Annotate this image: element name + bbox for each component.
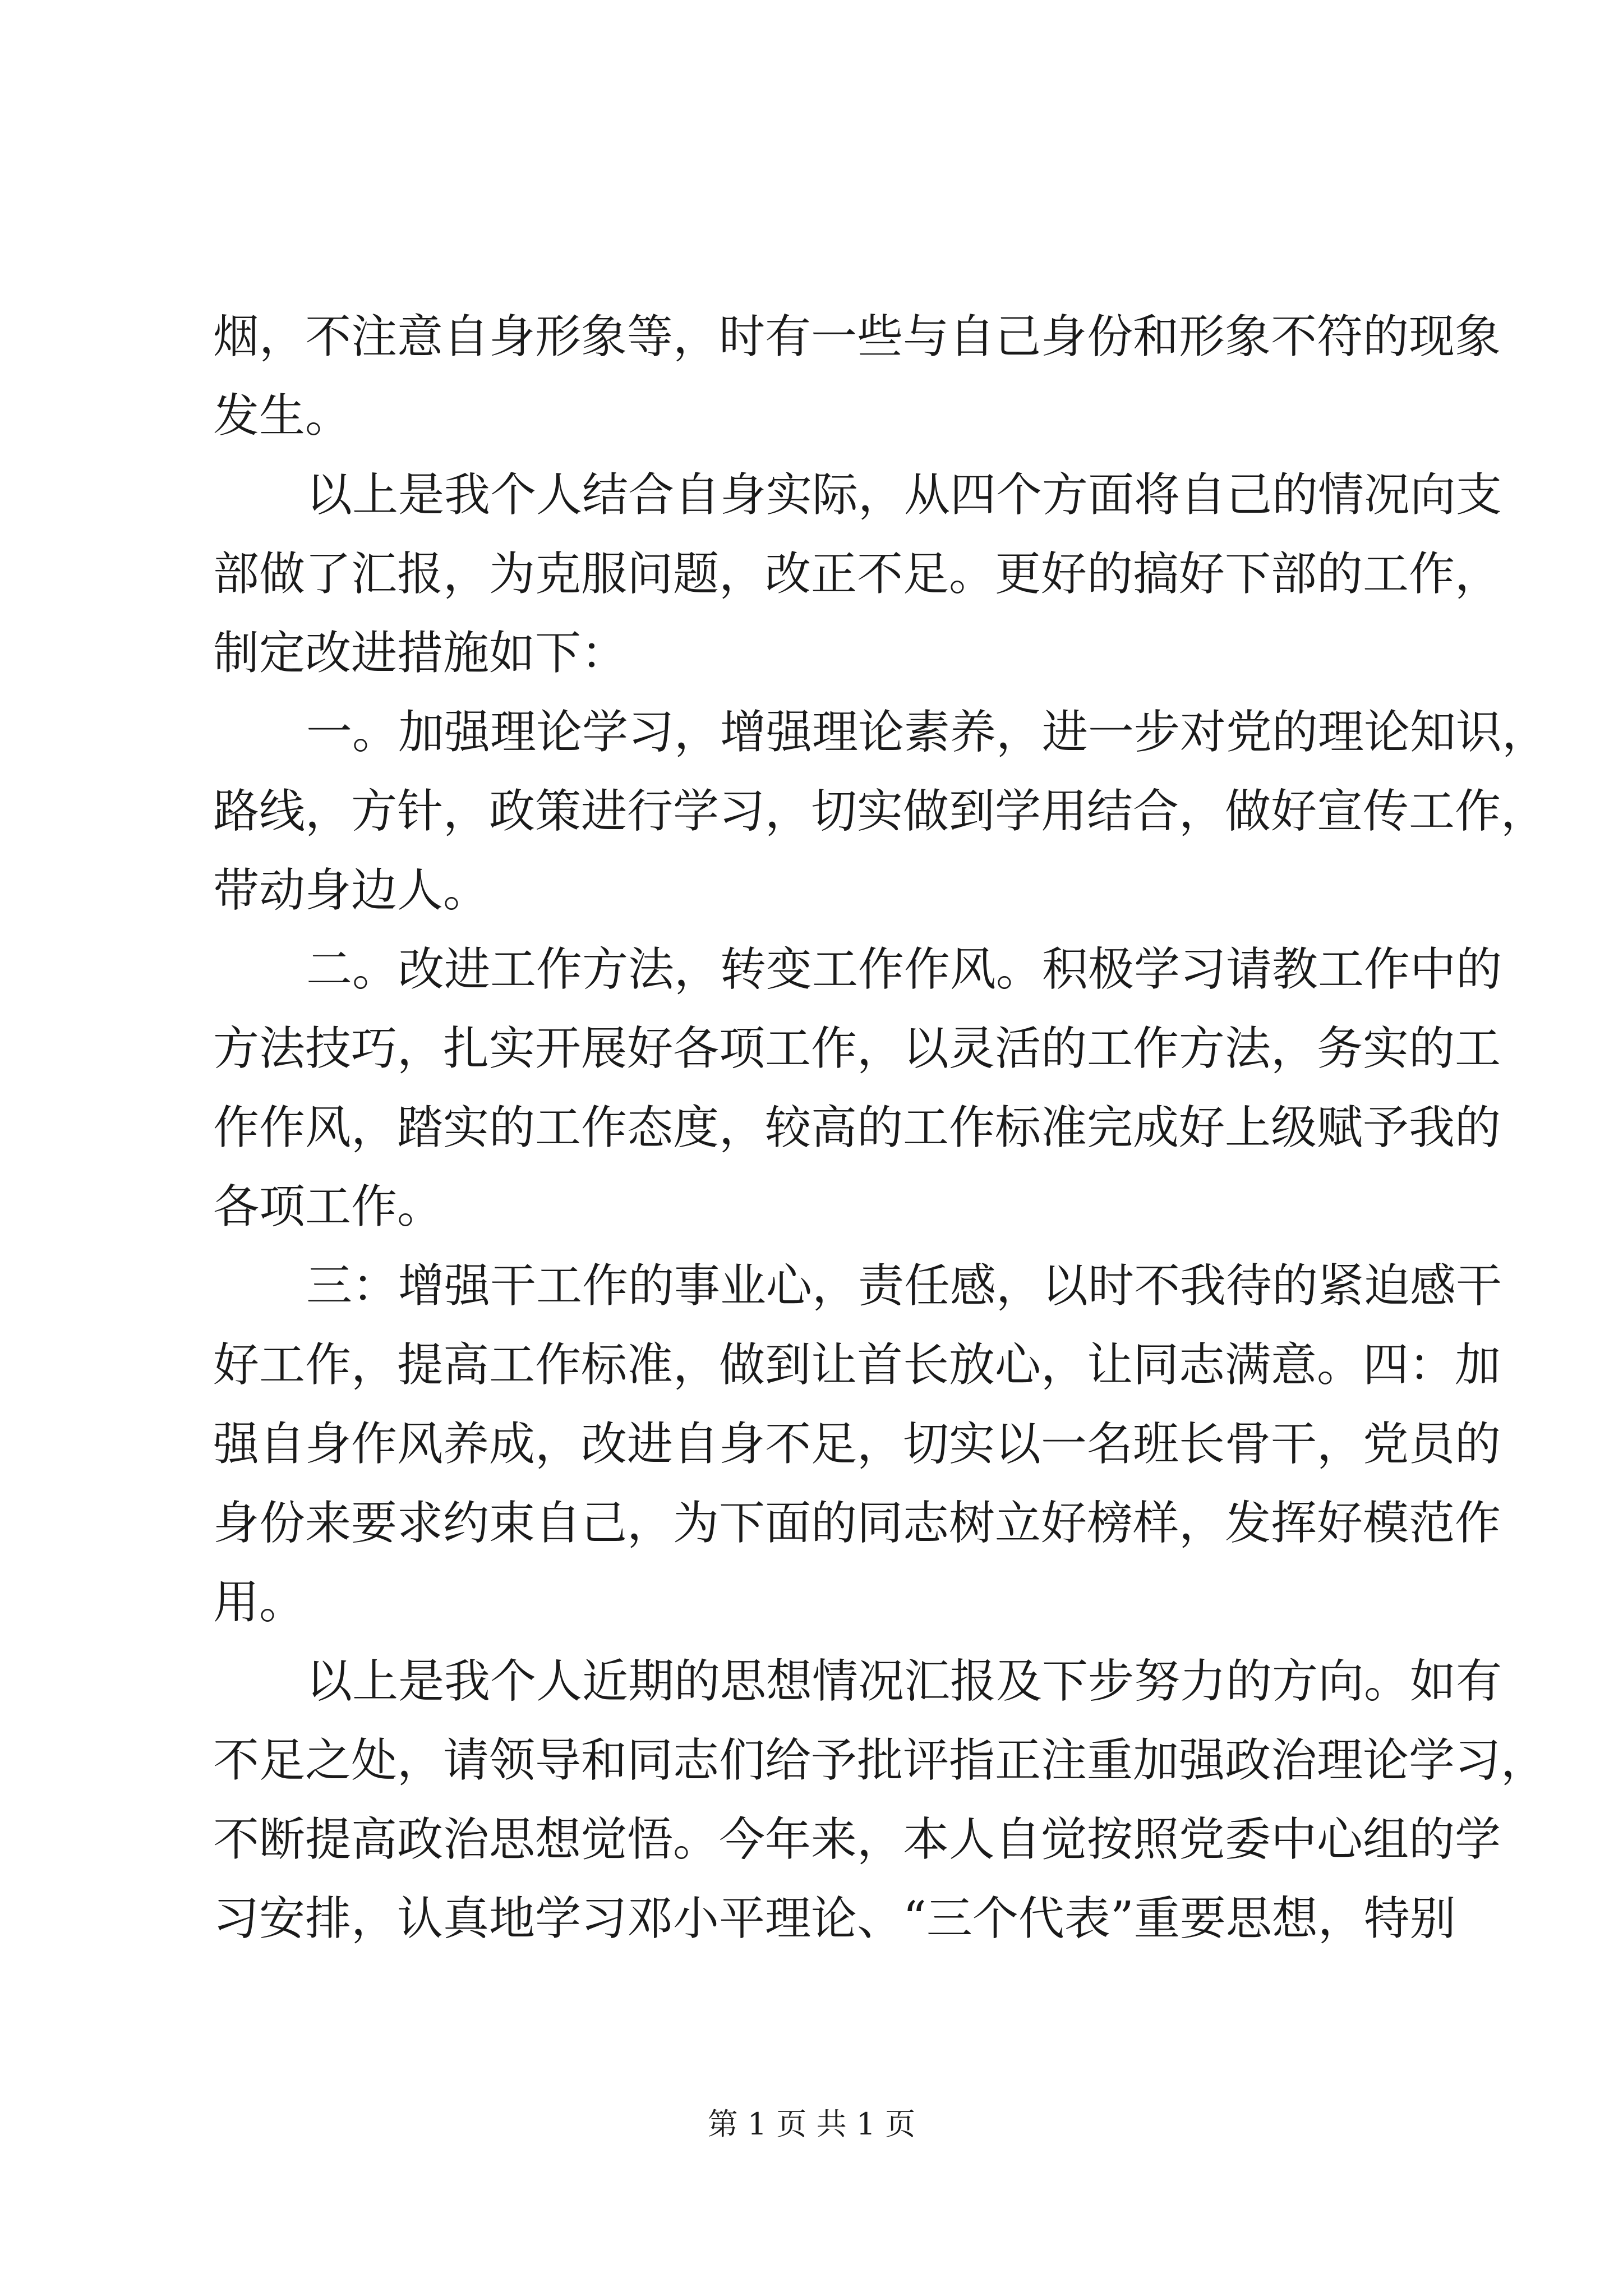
text-line: 带动身边人。 bbox=[213, 864, 490, 917]
text-line: 习安排，认真地学习邓小平理论、“三个代表”重要思想，特别 bbox=[213, 1892, 1456, 1945]
text-line: 三：增强干工作的事业心，责任感，以时不我待的紧迫感干 bbox=[306, 1259, 1502, 1313]
document-body bbox=[213, 297, 1548, 1958]
text-line: 不足之处，请领导和同志们给予批评指正注重加强政治理论学习， bbox=[213, 1734, 1547, 1787]
text-line: 方法技巧，扎实开展好各项工作，以灵活的工作方法，务实的工 bbox=[213, 1022, 1501, 1075]
text-line: 以上是我个人结合自身实际，从四个方面将自己的情况向支 bbox=[306, 468, 1502, 522]
text-line: 好工作，提高工作标准，做到让首长放心，让同志满意。四：加 bbox=[213, 1338, 1501, 1392]
text-line: 部做了汇报，为克服问题，改正不足。更好的搞好下部的工作， bbox=[213, 547, 1501, 601]
text-line: 身份来要求约束自己，为下面的同志树立好榜样，发挥好模范作 bbox=[213, 1497, 1501, 1550]
text-line: 路线，方针，政策进行学习，切实做到学用结合，做好宣传工作， bbox=[213, 785, 1547, 838]
text-line: 以上是我个人近期的思想情况汇报及下步努力的方向。如有 bbox=[306, 1655, 1502, 1708]
text-line: 不断提高政治思想觉悟。今年来，本人自觉按照党委中心组的学 bbox=[213, 1813, 1501, 1866]
paragraph bbox=[213, 1642, 1547, 1958]
paragraph bbox=[213, 930, 1502, 1246]
page-number: 第 1 页 共 1 页 bbox=[707, 2106, 916, 2142]
paragraph bbox=[213, 693, 1548, 930]
text-line: 用。 bbox=[213, 1576, 306, 1629]
text-line: 作作风，踏实的工作态度，较高的工作标准完成好上级赋予我的 bbox=[213, 1101, 1501, 1154]
text-line: 烟，不注意自身形象等，时有一些与自己身份和形象不符的现象 bbox=[213, 310, 1501, 364]
paragraph bbox=[213, 1246, 1502, 1642]
text-line: 强自身作风养成，改进自身不足，切实以一名班长骨干，党员的 bbox=[213, 1418, 1501, 1471]
text-line: 二。改进工作方法，转变工作作风。积极学习请教工作中的 bbox=[306, 943, 1502, 996]
text-line: 一。加强理论学习，增强理论素养，进一步对党的理论知识， bbox=[306, 706, 1548, 759]
text-line: 制定改进措施如下： bbox=[213, 627, 628, 680]
text-line: 各项工作。 bbox=[213, 1180, 444, 1234]
paragraph bbox=[213, 455, 1502, 693]
page-footer bbox=[0, 2105, 1623, 2144]
text-line: 发生。 bbox=[213, 389, 352, 443]
paragraph bbox=[213, 297, 1501, 455]
